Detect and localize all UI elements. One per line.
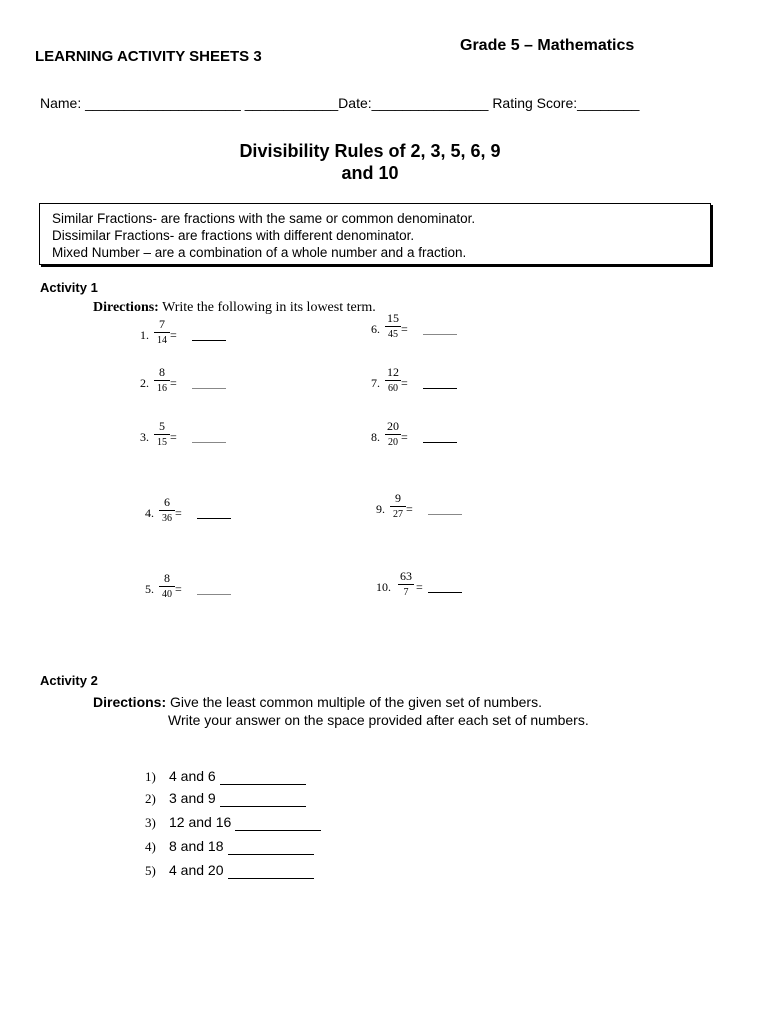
fraction	[385, 420, 401, 449]
equals-sign: =	[406, 502, 413, 516]
definition-mixed-number: Mixed Number – are a combination of a whole number and a fraction.	[52, 245, 467, 260]
definition-similar-fractions: Similar Fractions- are fractions with the same or common denominator.	[52, 211, 476, 226]
page-title	[0, 140, 740, 184]
lcm-item	[145, 790, 306, 807]
fraction-bar	[159, 586, 175, 587]
answer-blank[interactable]	[423, 334, 457, 335]
item-number: 10.	[376, 580, 391, 594]
fraction-bar	[398, 584, 414, 585]
denominator: 36	[162, 513, 172, 524]
equals-sign: =	[170, 376, 177, 390]
answer-blank[interactable]	[192, 442, 226, 443]
activity-2-directions	[93, 693, 613, 729]
number-set: 3 and 9	[169, 790, 216, 806]
item-number: 5.	[145, 582, 154, 596]
equals-sign: =	[401, 322, 408, 336]
equals-sign: =	[175, 582, 182, 596]
denominator: 45	[388, 329, 398, 340]
numerator: 7	[159, 317, 165, 331]
fraction	[398, 570, 414, 599]
item-number: 3.	[140, 430, 149, 444]
numerator: 8	[164, 571, 170, 585]
item-number: 5)	[145, 863, 156, 878]
number-set: 4 and 20	[169, 862, 224, 878]
numerator: 12	[387, 365, 399, 379]
fraction-bar	[390, 506, 406, 507]
number-set: 4 and 6	[169, 768, 216, 784]
item-number: 1.	[140, 328, 149, 342]
item-number: 8.	[371, 430, 380, 444]
equals-sign: =	[401, 376, 408, 390]
fraction-bar	[385, 434, 401, 435]
name-date-rating-line: Name: ____________________ ____________Date:_______________ Rating Score:________	[40, 95, 640, 111]
lcm-item	[145, 768, 306, 785]
denominator: 14	[157, 335, 167, 346]
answer-blank[interactable]	[228, 838, 314, 855]
definitions-box	[39, 203, 711, 265]
denominator: 7	[403, 587, 409, 598]
numerator: 5	[159, 419, 165, 433]
equals-sign: =	[401, 430, 408, 444]
equals-sign: =	[170, 430, 177, 444]
item-number: 6.	[371, 322, 380, 336]
directions-text: Give the least common multiple of the given set of numbers.	[166, 694, 542, 710]
denominator: 27	[393, 509, 403, 520]
denominator: 20	[388, 437, 398, 448]
lcm-item	[145, 814, 321, 831]
denominator: 15	[157, 437, 167, 448]
fraction	[385, 312, 401, 341]
lcm-item	[145, 838, 314, 855]
answer-blank[interactable]	[428, 592, 462, 593]
numerator: 15	[387, 311, 399, 325]
activity-2-heading: Activity 2	[40, 673, 98, 688]
activity-1-directions	[93, 300, 376, 316]
item-number: 2)	[145, 791, 156, 806]
page-title-line-1: Divisibility Rules of 2, 3, 5, 6, 9	[239, 141, 501, 161]
fraction	[154, 420, 170, 449]
item-number: 9.	[376, 502, 385, 516]
answer-blank[interactable]	[228, 862, 314, 879]
fraction	[390, 492, 406, 521]
directions-text-continued: Write your answer on the space provided after each set of numbers.	[168, 712, 589, 728]
activity-1-heading: Activity 1	[40, 280, 98, 295]
directions-label: Directions:	[93, 694, 167, 710]
answer-blank[interactable]	[235, 814, 321, 831]
number-set: 12 and 16	[169, 814, 232, 830]
equals-sign: =	[170, 328, 177, 342]
fraction-bar	[154, 380, 170, 381]
answer-blank[interactable]	[423, 388, 457, 389]
numerator: 20	[387, 419, 399, 433]
numerator: 6	[164, 495, 170, 509]
item-number: 1)	[145, 769, 156, 784]
definition-dissimilar-fractions: Dissimilar Fractions- are fractions with different denominator.	[52, 228, 415, 243]
item-number: 7.	[371, 376, 380, 390]
fraction	[159, 496, 175, 525]
page-title-line-2: and 10	[341, 163, 399, 183]
fraction	[154, 318, 170, 347]
number-set: 8 and 18	[169, 838, 224, 854]
numerator: 63	[400, 569, 412, 583]
fraction-bar	[159, 510, 175, 511]
numerator: 9	[395, 491, 401, 505]
fraction-bar	[385, 326, 401, 327]
answer-blank[interactable]	[220, 790, 306, 807]
fraction	[385, 366, 401, 395]
answer-blank[interactable]	[197, 518, 231, 519]
item-number: 4)	[145, 839, 156, 854]
item-number: 4.	[145, 506, 154, 520]
grade-title: Grade 5 – Mathematics	[460, 37, 635, 54]
directions-text: Write the following in its lowest term.	[158, 300, 376, 315]
denominator: 40	[162, 589, 172, 600]
fraction-bar	[385, 380, 401, 381]
equals-sign: =	[175, 506, 182, 520]
fraction-bar	[154, 332, 170, 333]
directions-label: Directions:	[93, 300, 159, 315]
denominator: 60	[388, 383, 398, 394]
sheet-title: LEARNING ACTIVITY SHEETS 3	[35, 48, 262, 65]
answer-blank[interactable]	[197, 594, 231, 595]
item-number: 3)	[145, 815, 156, 830]
lcm-item	[145, 862, 314, 879]
denominator: 16	[157, 383, 167, 394]
answer-blank[interactable]	[423, 442, 457, 443]
fraction-bar	[154, 434, 170, 435]
answer-blank[interactable]	[192, 388, 226, 389]
numerator: 8	[159, 365, 165, 379]
fraction	[159, 572, 175, 601]
item-number: 2.	[140, 376, 149, 390]
answer-blank[interactable]	[192, 340, 226, 341]
answer-blank[interactable]	[428, 514, 462, 515]
fraction	[154, 366, 170, 395]
equals-sign: =	[416, 580, 423, 594]
answer-blank[interactable]	[220, 768, 306, 785]
